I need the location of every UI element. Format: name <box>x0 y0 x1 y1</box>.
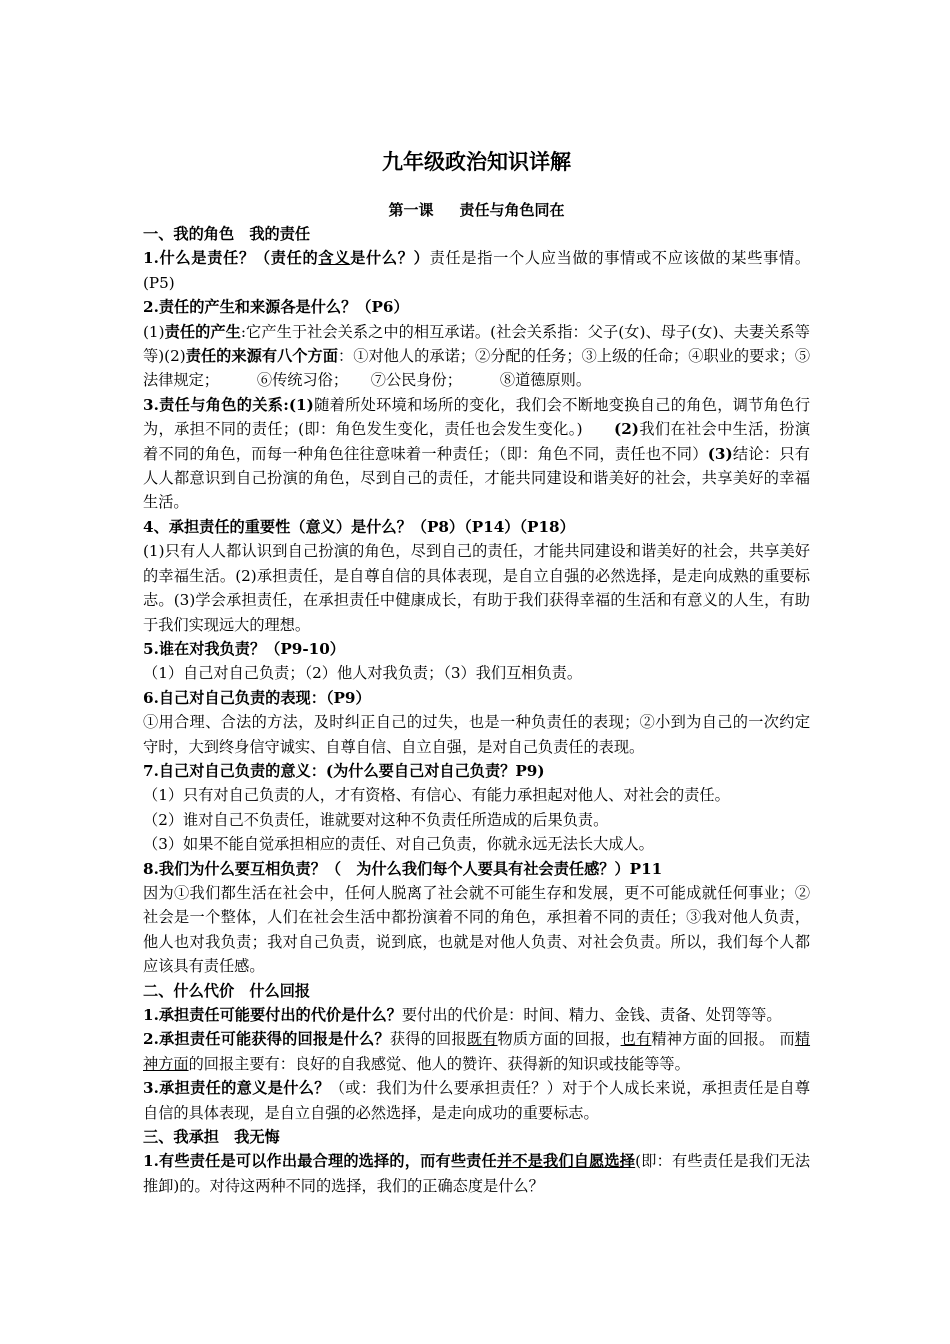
question-4-heading: 4、承担责任的重要性（意义）是什么？（P8）（P14）（P18） <box>143 517 575 536</box>
question-4-answer: (1)只有人人都认识到自己扮演的角色，尽到自己的责任，才能共同建设和谐美好的社会，共享美好的幸福生活。(2)承担责任，是自尊自信的具体表现，是自立自强的必然选择，是走向成熟的重要标志。(3)学会承担责任，在承担责任中健康成长，有助于我们获得幸福的生活和有意义的人生，有助于我们实现远大的理想。 <box>143 542 810 634</box>
question-6-heading: 6.自己对自己负责的表现：（P9） <box>143 688 371 707</box>
section-heading-3: 三、我承担 我无悔 <box>143 1128 280 1147</box>
lesson-number: 第一课 <box>388 201 434 219</box>
question-8-answer: 因为①我们都生活在社会中，任何人脱离了社会就不可能生存和发展，更不可能成就任何事业；②社会是一个整体，人们在社会生活中都扮演着不同的角色，承担着不同的责任；③我对他人负责，他人也对我负责；我对自己负责，说到底，也就是对他人负责、对社会负责。所以，我们每个人都应该具有责任感。 <box>143 883 810 976</box>
lesson-heading <box>143 198 810 222</box>
question-7-answer-3: （3）如果不能自觉承担相应的责任、对自己负责，你就永远无法长大成人。 <box>143 835 654 854</box>
question-7-heading: 7.自己对自己负责的意义：(为什么要自己对自己负责？P9) <box>143 761 545 780</box>
lesson-name: 责任与角色同在 <box>459 201 565 219</box>
section-2-question-3: 3.承担责任的意义是什么？（或：我们为什么要承担责任？）对于个人成长来说，承担责任是自尊自信的具体表现，是自立自强的必然选择，是走向成功的重要标志。 <box>143 1079 811 1122</box>
section-3-question-1: 1.有些责任是可以作出最合理的选择的，而有些责任并不是我们自愿选择(即：有些责任是我们无法推卸)的。对待这两种不同的选择，我们的正确态度是什么？ <box>143 1152 811 1195</box>
question-7-answer-2: （2）谁对自己不负责任，谁就要对这种不负责任所造成的后果负责。 <box>143 810 609 829</box>
question-3: 3.责任与角色的关系:(1)随着所处环境和场所的变化，我们会不断地变换自己的角色，调节角色行为，承担不同的责任；(即：角色发生变化，责任也会发生变化。) (2)我们在社会中生活，扮演着不同的角色，而每一种角色往往意味着一种责任；（即：角色不同，责任也不同）(3)结论：只有人人都意识到自己扮演的角色，尽到自己的责任，才能共同建设和谐美好的社会，共享美好的幸福生活。 <box>143 395 811 512</box>
question-6-answer: ①用合理、合法的方法，及时纠正自己的过失，也是一种负责任的表现；②小到为自己的一次约定守时，大到终身信守诚实、自尊自信、自立自强，是对自己负责任的表现。 <box>143 713 810 756</box>
section-2-question-2: 2.承担责任可能获得的回报是什么？获得的回报既有物质方面的回报，也有精神方面的回报。 而精神方面的回报主要有：良好的自我感觉、他人的赞许、获得新的知识或技能等等。 <box>143 1030 811 1073</box>
question-5-heading: 5.谁在对我负责？（P9-10） <box>143 639 345 658</box>
question-5-answer: （1）自己对自己负责；（2）他人对我负责；（3）我们互相负责。 <box>143 664 583 683</box>
question-2-heading: 2.责任的产生和来源各是什么？（P6） <box>143 298 409 317</box>
document-page <box>143 148 810 1198</box>
question-8-heading: 8.我们为什么要互相负责？（ 为什么我们每个人要具有社会责任感？）P11 <box>143 859 663 878</box>
section-heading-2: 二、什么代价 什么回报 <box>143 981 311 1000</box>
question-1: 1.什么是责任？（责任的含义是什么？）责任是指一个人应当做的事情或不应该做的某些事情。(P5) <box>143 249 811 292</box>
document-title: 九年级政治知识详解 <box>382 149 571 174</box>
question-2-answer: (1)责任的产生:它产生于社会关系之中的相互承诺。(社会关系指：父子(女)、母子(女)、夫妻关系等等)(2)责任的来源有八个方面：①对他人的承诺；②分配的任务；③上级的任命；④职业的要求；⑤法律规定； ⑥传统习俗； ⑦公民身份； ⑧道德原则。 <box>143 322 811 390</box>
section-2-question-1: 1.承担责任可能要付出的代价是什么？要付出的代价是：时间、精力、金钱、责备、处罚等等。 <box>143 1006 782 1024</box>
section-heading-1: 一、我的角色 我的责任 <box>143 225 311 243</box>
question-7-answer-1: （1）只有对自己负责的人，才有资格、有信心、有能力承担起对他人、对社会的责任。 <box>143 786 730 805</box>
